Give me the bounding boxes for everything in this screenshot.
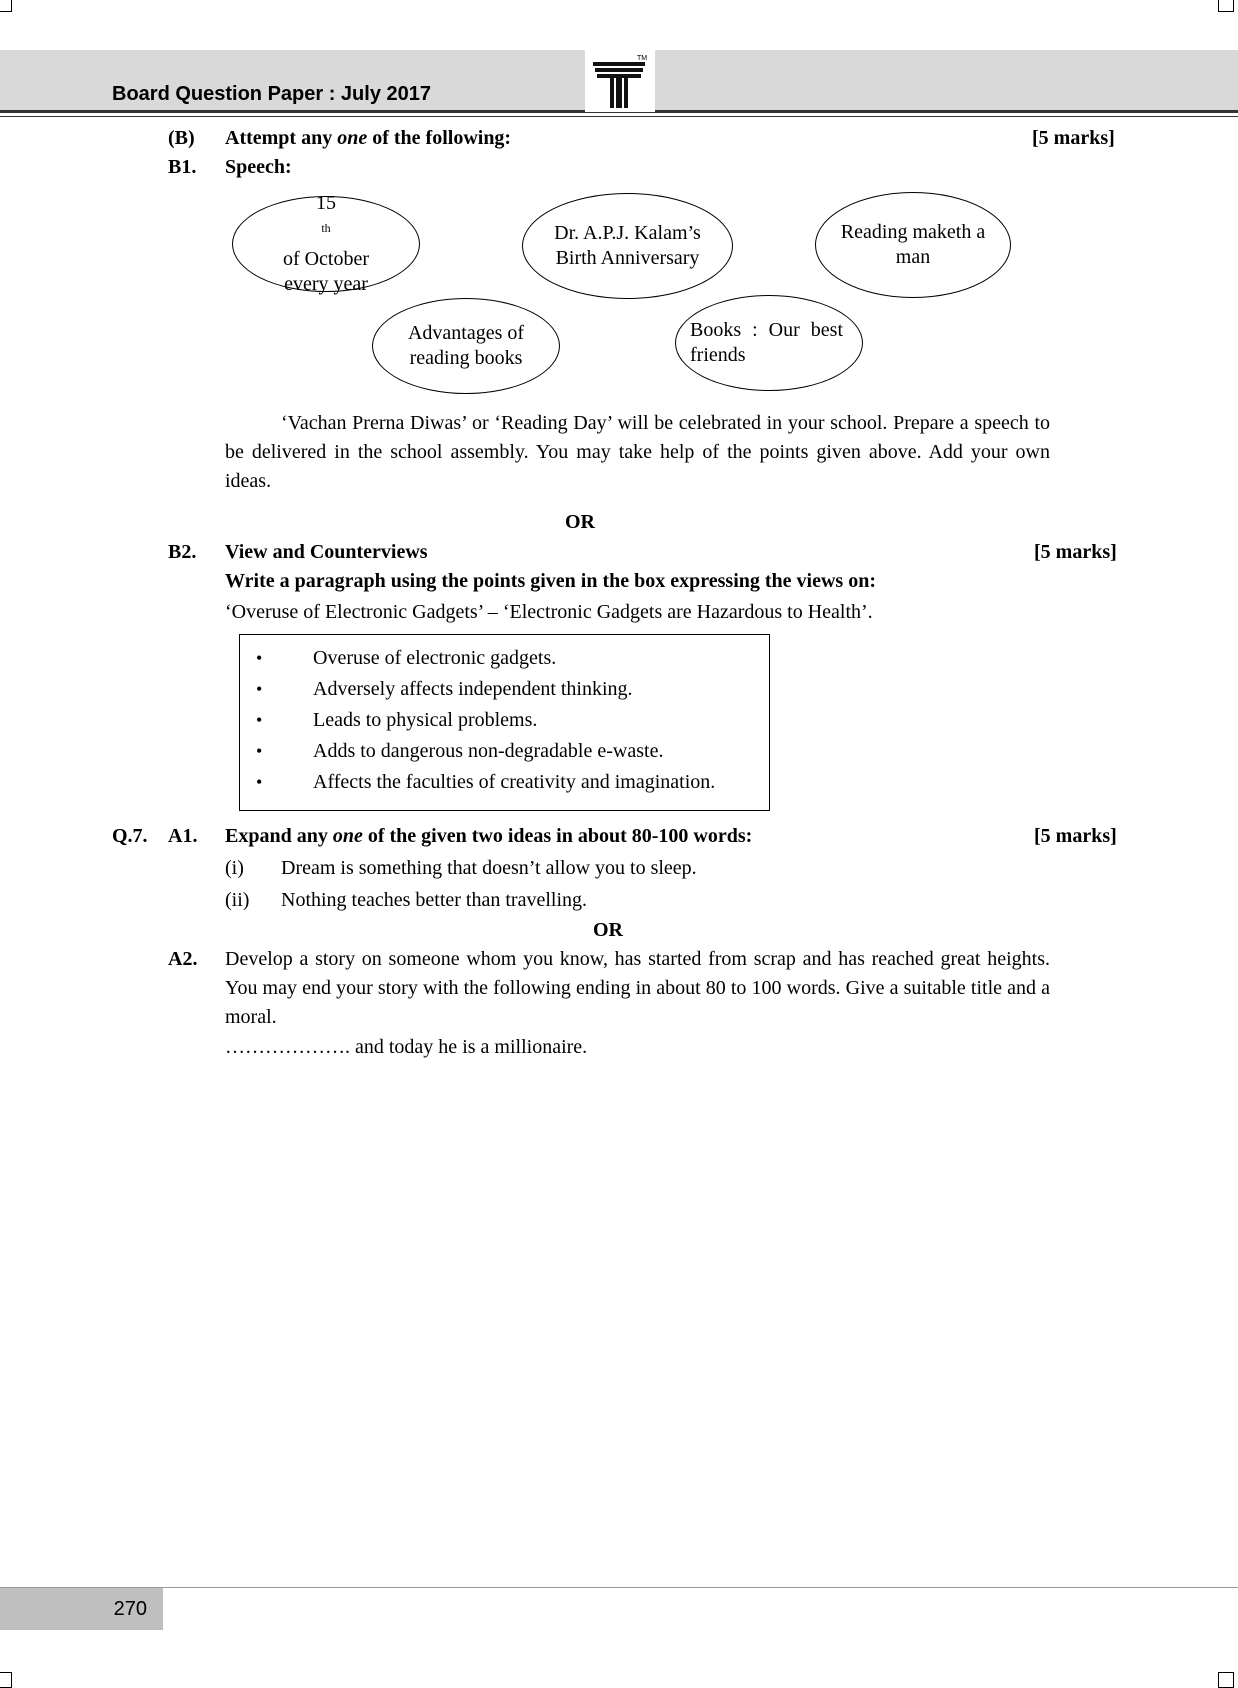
section-marks: [5 marks] (1032, 127, 1115, 149)
list-item: • Overuse of electronic gadgets. (240, 643, 769, 674)
bullet-icon: • (256, 648, 263, 668)
points-box (239, 634, 770, 811)
crop-mark-top-right (1218, 0, 1234, 12)
b2-topic: ‘Overuse of Electronic Gadgets’ – ‘Electronic Gadgets are Hazardous to Health’. (225, 601, 873, 623)
header-rule-thin (0, 116, 1238, 117)
question-label-q7: Q.7. (112, 825, 148, 847)
question-label-b1: B1. (168, 156, 197, 178)
oval-reading-maketh: Reading maketh a man (815, 192, 1011, 298)
crop-mark-top-left (0, 0, 12, 12)
or-separator: OR (565, 511, 595, 533)
a2-paragraph: Develop a story on someone whom you know, has started from scrap and has reached great heights. You may end your story with the following ending in about 80 to 100 words. Give a suitable title and a moral. (225, 948, 1050, 1028)
list-item: • Affects the faculties of creativity and imagination. (240, 767, 769, 798)
section-instruction: Attempt any one of the following: (225, 127, 512, 149)
question-title-b1: Speech: (225, 156, 292, 178)
bullet-icon: • (256, 679, 263, 699)
bullet-icon: • (256, 772, 263, 792)
list-item: • Adds to dangerous non-degradable e-waste. (240, 736, 769, 767)
bullet-icon: • (256, 741, 263, 761)
b2-marks: [5 marks] (1034, 541, 1117, 563)
logo-tm-text: TM (637, 55, 648, 62)
section-label: (B) (168, 127, 195, 149)
crop-mark-bottom-right (1218, 1672, 1234, 1688)
question-label-a1: A1. (168, 825, 198, 847)
page-header-title: Board Question Paper : July 2017 (112, 83, 431, 105)
b1-paragraph: ‘Vachan Prerna Diwas’ or ‘Reading Day’ will be celebrated in your school. Prepare a speech to be delivered in the school assembly. You may take help of the points given above. Add your own ideas. (225, 412, 1050, 492)
page-number: 270 (113, 1598, 147, 1620)
oval-advantages: Advantages of reading books (372, 298, 560, 394)
footer-rule (0, 1587, 1238, 1588)
list-item: • Adversely affects independent thinking. (240, 674, 769, 705)
or-separator: OR (593, 919, 623, 941)
oval-date: 15 $^{th}$ of October every year (232, 196, 420, 292)
question-title-b2: View and Counterviews (225, 541, 428, 563)
list-item: • Leads to physical problems. (240, 705, 769, 736)
a1-instruction: Expand any one of the given two ideas in about 80-100 words: (225, 825, 753, 847)
crop-mark-bottom-left (0, 1672, 12, 1688)
question-label-b2: B2. (168, 541, 197, 563)
oval-kalam-birth: Dr. A.P.J. Kalam’s Birth Anniversary (522, 193, 733, 299)
a2-story-ending: ………………. and today he is a millionaire. (225, 1036, 588, 1058)
idea-text: Dream is something that doesn’t allow you to sleep. (281, 857, 697, 879)
idea-text: Nothing teaches better than travelling. (281, 889, 588, 911)
b2-instruction: Write a paragraph using the points given in the box expressing the views on: (225, 570, 876, 592)
tower-t-logo-icon (585, 48, 655, 112)
idea-number: (i) (225, 857, 244, 879)
bullet-icon: • (256, 710, 263, 730)
question-label-a2: A2. (168, 948, 198, 970)
q7-marks: [5 marks] (1034, 825, 1117, 847)
oval-books-friends: Books : Our best friends (675, 295, 863, 391)
idea-number: (ii) (225, 889, 250, 911)
page-number-tab (0, 1588, 163, 1630)
